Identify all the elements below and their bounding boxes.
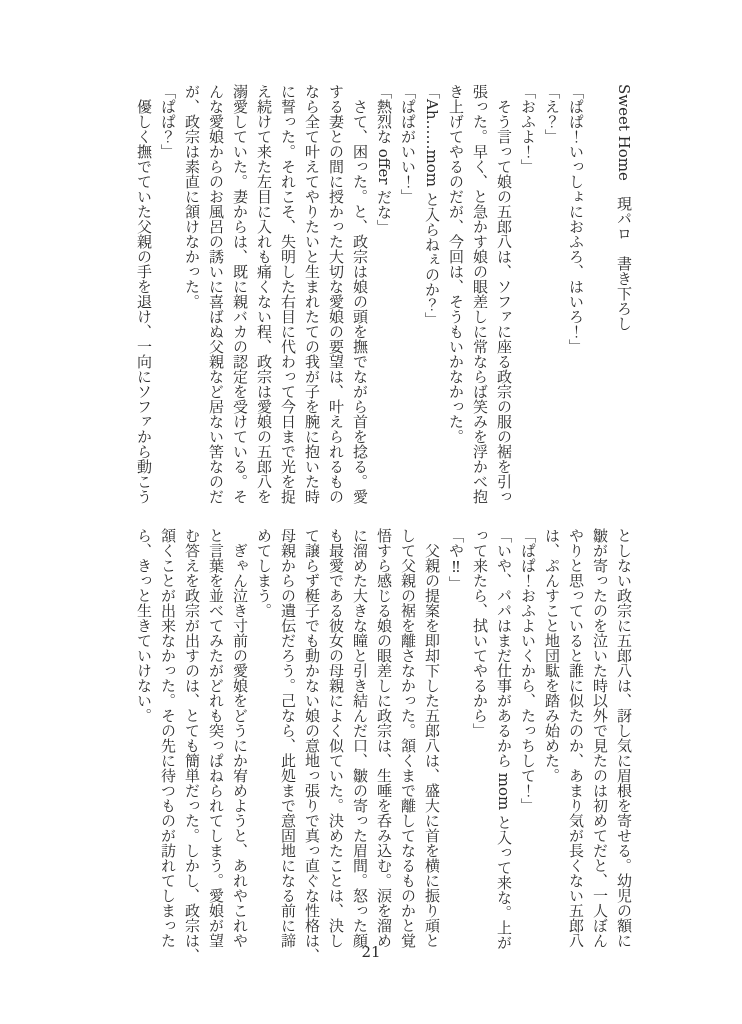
text-line: 「や‼」 xyxy=(447,528,465,591)
text-line: 張った。早く、と急かす娘の眼差しに常ならば笑みを浮かべ抱 xyxy=(471,84,489,504)
text-line: 「おふよ！」 xyxy=(519,84,537,174)
text-line: き上げてやるのだが、今回は、そうもいかなかった。 xyxy=(447,84,465,444)
text-line: 「いや、パパはまだ仕事があるから mom と入って来な。上が xyxy=(495,528,513,951)
text-line: って来たら、拭いてやるから」 xyxy=(471,528,489,738)
text-line: と言葉を並べてみたがどれも突っぱねられてしまう。愛娘が望 xyxy=(207,528,225,948)
story-title: Sweet Home 現パロ 書き下ろし xyxy=(615,84,633,331)
text-line: して父親の裾を離さなかった。頷くまで離してなるものかと覚 xyxy=(399,528,417,948)
text-line: が、政宗は素直に頷けなかった。 xyxy=(183,84,201,309)
text-line: も最愛である彼女の母親によく似ていた。決めたことは、決し xyxy=(327,528,345,948)
text-line: さて、困った。と、政宗は娘の頭を撫でながら首を捻る。愛 xyxy=(351,84,369,504)
text-line: 溺愛していた。妻からは、既に親バカの認定を受けている。そ xyxy=(231,84,249,504)
text-line: 悟すら感じる娘の眼差しに政宗は、生唾を呑み込む。涙を溜め xyxy=(375,528,393,948)
text-line: に溜めた大きな瞳と引き結んだ口、皺の寄った眉間。怒った顔 xyxy=(351,528,369,948)
text-line: 「熱烈な offer だな」 xyxy=(375,84,393,235)
text-line: としない政宗に五郎八は、訝し気に眉根を寄せる。幼児の額に xyxy=(615,528,633,948)
text-line: に誓った。それこそ、失明した右目に代わって今日まで光を捉 xyxy=(279,84,297,504)
text-line: めてしまう。 xyxy=(255,528,273,618)
text-line: 「ぱぱ！いっしょにおふろ、はいろ！」 xyxy=(567,84,585,354)
text-line: は、ぷんすこと地団駄を踏み始めた。 xyxy=(543,528,561,783)
text-line xyxy=(588,84,612,505)
text-line: 父親の提案を即却下した五郎八は、盛大に首を横に振り頑と xyxy=(423,528,441,948)
text-line: する妻との間に授かった大切な愛娘の要望は、叶えられるもの xyxy=(327,84,345,504)
text-line: 優しく撫でていた父親の手を退け、一向にソファから動こう xyxy=(135,84,153,504)
text-line: ら、きっと生きていけない。 xyxy=(135,528,153,723)
text-line: 「Ah……mom と入らねぇのか？」 xyxy=(423,84,441,327)
text-line: やりと思っていると誰に似たのか、あまり気が長くない五郎八 xyxy=(567,528,585,948)
text-line: なら全て叶えてやりたいと生まれたての我が子を腕に抱いた時 xyxy=(303,84,321,504)
text-line: 母親からの遺伝だろう。己なら、此処まで意固地になる前に諦 xyxy=(279,528,297,948)
text-line: え続けて来た左目に入れも痛くない程、政宗は愛娘の五郎八を xyxy=(255,84,273,504)
top-text-block xyxy=(132,84,636,505)
text-line: そう言って娘の五郎八は、ソファに座る政宗の服の裾を引っ xyxy=(495,84,513,504)
text-line: 「え？」 xyxy=(543,84,561,144)
text-line: んな愛娘からのお風呂の誘いに喜ばぬ父親など居ない筈なのだ xyxy=(207,84,225,504)
text-line: て譲らず梃子でも動かない娘の意地っ張りで真っ直ぐな性格は、 xyxy=(303,528,321,963)
text-line: ぎゃん泣き寸前の愛娘をどうにか宥めようと、あれやこれや xyxy=(231,528,249,948)
text-line: 皺が寄ったのを泣いた時以外で見たのは初めてだと、一人ぼん xyxy=(591,528,609,948)
text-line: む答えを政宗が出すのは、とても簡単だった。しかし、政宗は、 xyxy=(183,528,201,963)
text-line: 「ぱぱ？」 xyxy=(159,84,177,159)
text-line: 「ぱぱ！おふよいくから、たっちして！」 xyxy=(519,528,537,813)
text-line: 頷くことが出来なかった。その先に待つものが訪れてしまった xyxy=(159,528,177,948)
text-line: 「ぱぱがいい！」 xyxy=(399,84,417,204)
page-number: 21 xyxy=(361,943,381,961)
